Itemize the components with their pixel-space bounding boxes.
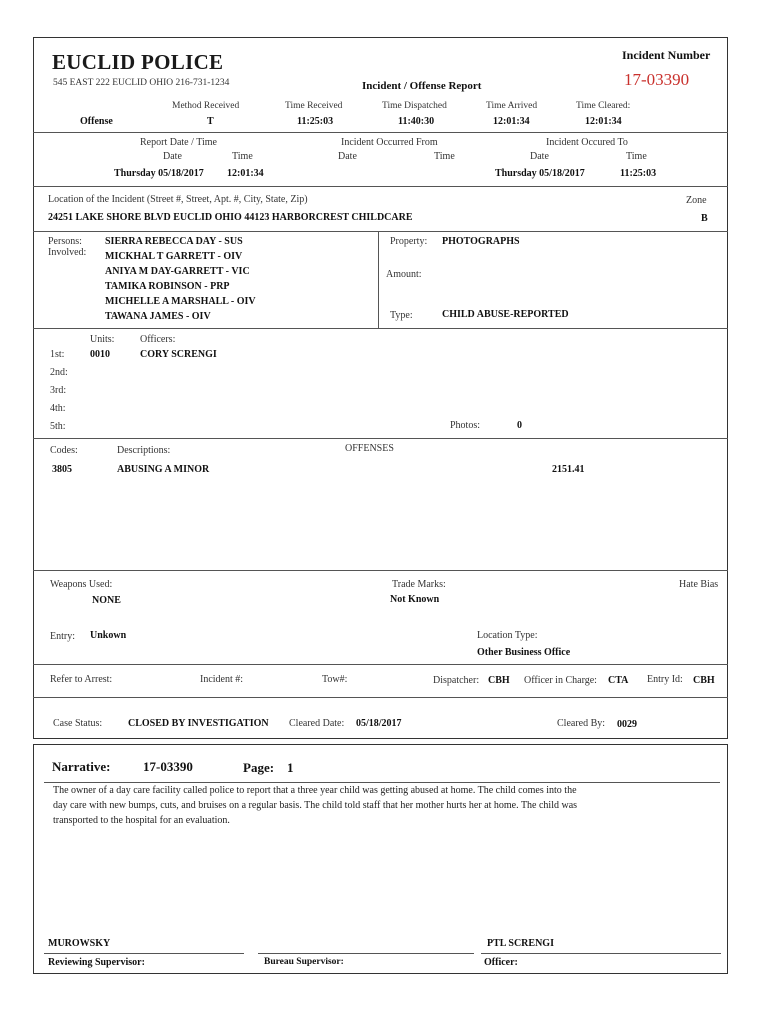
time-dispatched-label: Time Dispatched (382, 101, 447, 111)
incident-to-label: Incident Occured To (546, 137, 628, 148)
zone-label: Zone (686, 195, 707, 206)
incident-ref-label: Incident #: (200, 674, 244, 685)
time-label: Time (626, 151, 647, 162)
report-date-label: Report Date / Time (140, 137, 217, 148)
person-item: SIERRA REBECCA DAY - SUS (105, 236, 243, 247)
dispatcher-value: CBH (488, 675, 510, 686)
cleared-date-label: Cleared Date: (289, 718, 345, 729)
time-cleared: 12:01:34 (585, 116, 622, 127)
divider (378, 231, 379, 328)
trademarks-label: Trade Marks: (392, 579, 446, 590)
incident-to-date: Thursday 05/18/2017 (495, 168, 585, 179)
offense-code: 3805 (52, 464, 72, 475)
property-value: PHOTOGRAPHS (442, 236, 520, 247)
divider (33, 570, 728, 571)
reviewing-supervisor-name: MUROWSKY (48, 938, 111, 949)
report-date: Thursday 05/18/2017 (114, 168, 204, 179)
person-item: MICKHAL T GARRETT - OIV (105, 251, 243, 262)
trademarks-value: Not Known (390, 594, 440, 605)
type-label: Type: (390, 310, 413, 321)
case-status-label: Case Status: (53, 718, 103, 729)
type-value: CHILD ABUSE-REPORTED (442, 309, 569, 320)
time-dispatched: 11:40:30 (398, 116, 435, 127)
unit-1-value: 0010 (90, 349, 110, 360)
bureau-supervisor-label: Bureau Supervisor: (264, 957, 344, 967)
signature-line (481, 953, 721, 954)
offenses-title: OFFENSES (345, 443, 394, 454)
incident-number-label: Incident Number (622, 48, 711, 62)
entry-value: Unkown (90, 630, 127, 641)
method-received-label: Method Received (172, 101, 240, 111)
unit-row-label: 3rd: (50, 385, 67, 396)
oic-value: CTA (608, 675, 629, 686)
cleared-by-label: Cleared By: (557, 718, 606, 729)
unit-row-label: 2nd: (50, 367, 68, 378)
time-cleared-label: Time Cleared: (576, 101, 631, 111)
officer-name: PTL SCRENGI (487, 938, 554, 949)
page-number: 1 (287, 760, 294, 775)
amount-label: Amount: (386, 269, 422, 280)
report-time: 12:01:34 (227, 168, 264, 179)
time-received-label: Time Received (285, 101, 343, 111)
officer-1-value: CORY SCRENGI (140, 349, 217, 360)
officers-label: Officers: (140, 334, 176, 345)
photos-label: Photos: (450, 420, 481, 431)
agency-address: 545 EAST 222 EUCLID OHIO 216-731-1234 (53, 78, 230, 88)
date-label: Date (338, 151, 357, 162)
date-label: Date (163, 151, 182, 162)
oic-label: Officer in Charge: (524, 675, 597, 686)
divider (33, 664, 728, 665)
person-item: MICHELLE A MARSHALL - OIV (105, 296, 256, 307)
divider (33, 697, 728, 698)
person-item: TAWANA JAMES - OIV (105, 311, 211, 322)
entry-label: Entry: (50, 631, 75, 642)
incident-number: 17-03390 (624, 70, 690, 89)
time-label: Time (434, 151, 455, 162)
weapons-label: Weapons Used: (50, 579, 113, 590)
entry-id-value: CBH (693, 675, 715, 686)
entry-id-label: Entry Id: (647, 674, 683, 685)
codes-label: Codes: (50, 445, 78, 456)
signature-line (258, 953, 474, 954)
cleared-by-value: 0029 (617, 719, 637, 730)
descriptions-label: Descriptions: (117, 445, 171, 456)
unit-row-label: 1st: (50, 349, 65, 360)
narrative-frame (33, 744, 728, 974)
agency-title: EUCLID POLICE (52, 50, 224, 74)
property-label: Property: (390, 236, 428, 247)
units-label: Units: (90, 334, 115, 345)
divider (33, 186, 728, 187)
officer-label: Officer: (484, 957, 518, 968)
time-arrived: 12:01:34 (493, 116, 530, 127)
offense-statute: 2151.41 (552, 464, 585, 475)
divider (33, 231, 728, 232)
time-received: 11:25:03 (297, 116, 334, 127)
dispatcher-label: Dispatcher: (433, 675, 480, 686)
location-type-value: Other Business Office (477, 647, 571, 658)
narrative-line: transported to the hospital for an evaluation. (53, 815, 230, 826)
offense-description: ABUSING A MINOR (117, 464, 210, 475)
divider (33, 132, 728, 133)
person-item: TAMIKA ROBINSON - PRP (105, 281, 230, 292)
zone-value: B (701, 213, 708, 224)
divider (44, 782, 720, 783)
narrative-line: The owner of a day care facility called police to report that a three year child was getting abused at home. The child comes into the (53, 785, 577, 796)
date-label: Date (530, 151, 549, 162)
narrative-number: 17-03390 (143, 759, 193, 774)
signature-line (44, 953, 244, 954)
narrative-label: Narrative: (52, 759, 111, 774)
narrative-line: day care with new bumps, cuts, and bruises on a regular basis. The child told staff that her mother hurts her at home. The child was (53, 800, 578, 811)
unit-row-label: 4th: (50, 403, 66, 414)
method-received: T (207, 116, 214, 127)
time-label: Time (232, 151, 253, 162)
weapons-value: NONE (92, 595, 121, 606)
divider (33, 438, 728, 439)
photos-value: 0 (517, 420, 522, 431)
offense-label: Offense (80, 116, 113, 127)
reviewing-supervisor-label: Reviewing Supervisor: (48, 957, 145, 968)
tow-label: Tow#: (322, 674, 348, 685)
person-item: ANIYA M DAY-GARRETT - VIC (105, 266, 250, 277)
location-value: 24251 LAKE SHORE BLVD EUCLID OHIO 44123 HARBORCREST CHILDCARE (48, 212, 413, 223)
incident-from-label: Incident Occurred From (341, 137, 438, 148)
case-status-value: CLOSED BY INVESTIGATION (128, 718, 269, 729)
location-label: Location of the Incident (Street #, Street, Apt. #, City, State, Zip) (48, 194, 308, 205)
persons-label: Persons: (48, 236, 82, 247)
page-label: Page: (243, 760, 275, 775)
time-arrived-label: Time Arrived (486, 101, 538, 111)
location-type-label: Location Type: (477, 630, 538, 641)
cleared-date-value: 05/18/2017 (356, 718, 402, 729)
incident-to-time: 11:25:03 (620, 168, 657, 179)
report-type: Incident / Offense Report (362, 80, 482, 92)
divider (33, 328, 728, 329)
unit-row-label: 5th: (50, 421, 66, 432)
refer-label: Refer to Arrest: (50, 674, 113, 685)
involved-label: Involved: (48, 247, 87, 258)
hate-bias-label: Hate Bias (679, 579, 719, 590)
